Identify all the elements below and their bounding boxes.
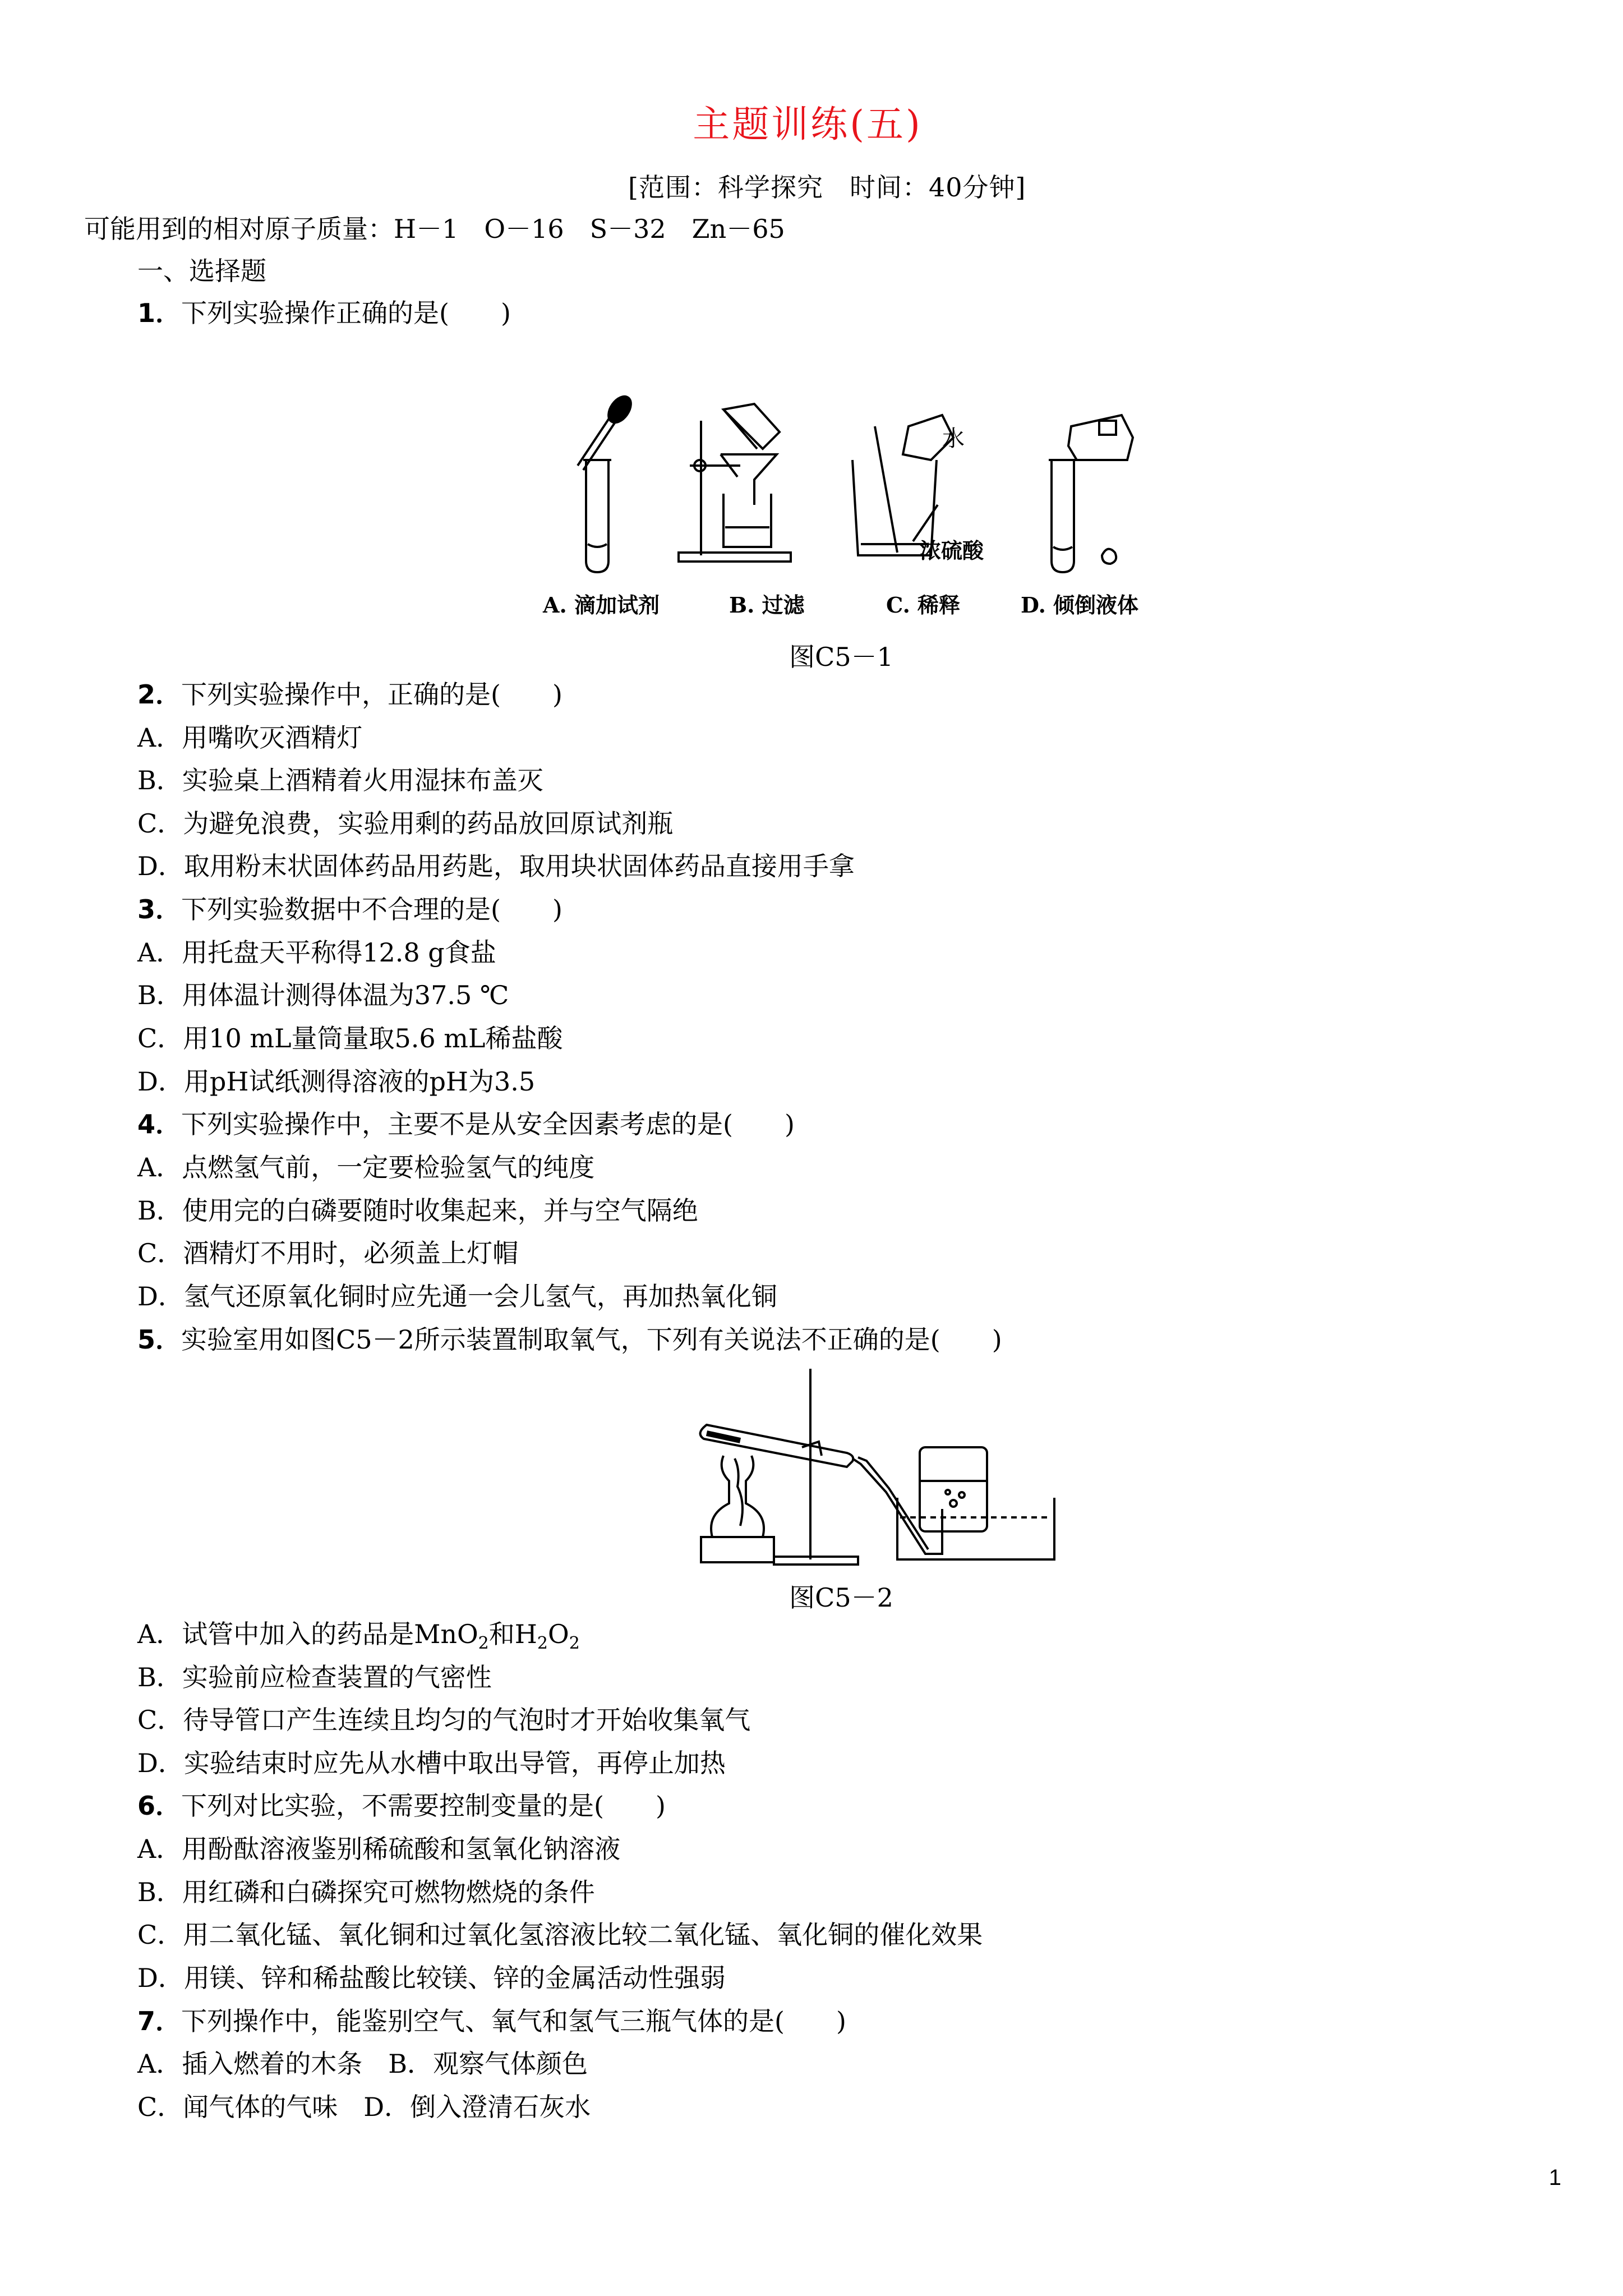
figure-label-c: C. 稀释 — [886, 592, 961, 618]
figure-c5-2 — [690, 1358, 1082, 1571]
option: C．酒精灯不用时，必须盖上灯帽 — [137, 1238, 519, 1268]
question-number: 2． — [137, 679, 182, 710]
figure-caption: 图C5－2 — [789, 1582, 893, 1613]
question-3 — [137, 896, 562, 922]
option: C．用10 mL量筒量取5.6 mL稀盐酸 — [137, 1023, 563, 1053]
question-number: 4． — [137, 1109, 182, 1139]
option: D．氢气还原氧化铜时应先通一会儿氢气，再加热氧化铜 — [137, 1281, 777, 1312]
option: A．用酚酞溶液鉴别稀硫酸和氢氧化钠溶液 — [137, 1834, 621, 1864]
question-number: 3． — [137, 894, 182, 924]
acid-label: 浓硫酸 — [920, 538, 984, 563]
option: B．使用完的白磷要随时收集起来，并与空气隔绝 — [137, 1195, 698, 1226]
option: C．待导管口产生连续且均匀的气泡时才开始收集氧气 — [137, 1705, 751, 1735]
question-5 — [137, 1324, 1002, 1355]
option: B．用红磷和白磷探究可燃物燃烧的条件 — [137, 1877, 595, 1907]
water-label: 水 — [942, 426, 965, 452]
option: B．用体温计测得体温为37.5 ℃ — [137, 980, 509, 1010]
question-6 — [137, 1793, 666, 1819]
option: C．用二氧化锰、氧化铜和过氧化氢溶液比较二氧化锰、氧化铜的催化效果 — [137, 1920, 983, 1950]
question-number: 1． — [137, 298, 182, 328]
option: A．插入燃着的木条 B．观察气体颜色 — [137, 2049, 588, 2079]
option: C．闻气体的气味 D．倒入澄清石灰水 — [137, 2092, 591, 2122]
question-stem: 下列实验操作中，主要不是从安全因素考虑的是( ) — [181, 1109, 795, 1139]
question-7 — [137, 2008, 846, 2034]
question-2 — [137, 679, 562, 710]
pouring-liquid-illustration — [1049, 415, 1133, 572]
option: B．实验桌上酒精着火用湿抹布盖灭 — [137, 765, 543, 795]
figure-label-a: A. 滴加试剂 — [543, 592, 660, 618]
question-stem: 下列实验数据中不合理的是( ) — [181, 894, 562, 924]
option: A．用托盘天平称得12.8 g食盐 — [137, 937, 496, 968]
page-number: 1 — [1548, 2165, 1561, 2190]
dilution-illustration — [852, 415, 953, 555]
option: C．为避免浪费，实验用剩的药品放回原试剂瓶 — [137, 808, 674, 839]
figure-label-d: D. 倾倒液体 — [1021, 592, 1139, 618]
question-4 — [137, 1111, 795, 1137]
question-stem: 下列实验操作正确的是( ) — [181, 298, 511, 328]
option: D．取用粉末状固体药品用药匙，取用块状固体药品直接用手拿 — [137, 851, 855, 881]
option: B．实验前应检查装置的气密性 — [137, 1662, 492, 1692]
question-stem: 实验室用如图C5－2所示装置制取氧气，下列有关说法不正确的是( ) — [181, 1324, 1002, 1355]
question-number: 6． — [137, 1791, 182, 1821]
question-number: 7． — [137, 2006, 182, 2036]
option: D．用镁、锌和稀盐酸比较镁、锌的金属活动性强弱 — [137, 1963, 726, 1993]
figure-caption: 图C5－1 — [789, 642, 893, 672]
figure-label-b: B. 过滤 — [729, 592, 805, 618]
option: D．实验结束时应先从水槽中取出导管，再停止加热 — [137, 1748, 726, 1778]
page-title: 主题训练(五) — [693, 103, 923, 146]
atomic-masses: 可能用到的相对原子质量：H－1 O－16 S－32 Zn－65 — [84, 214, 785, 244]
option: A．用嘴吹灭酒精灯 — [137, 723, 363, 753]
option: D．用pH试纸测得溶液的pH为3.5 — [137, 1066, 536, 1097]
question-1 — [137, 300, 511, 326]
question-stem: 下列对比实验，不需要控制变量的是( ) — [181, 1791, 666, 1821]
scope-time-note: [范围：科学探究 时间：40分钟] — [628, 172, 1026, 203]
option: A．试管中加入的药品是MnO$_2$和$H_2O_2$ — [137, 1619, 580, 1654]
question-stem: 下列实验操作中，正确的是( ) — [181, 679, 562, 710]
question-stem: 下列操作中，能鉴别空气、氧气和氢气三瓶气体的是( ) — [181, 2006, 846, 2036]
section-title: 一、选择题 — [137, 256, 266, 286]
option: A．点燃氢气前，一定要检验氢气的纯度 — [137, 1152, 595, 1182]
filtration-illustration — [679, 404, 791, 562]
question-number: 5． — [137, 1324, 182, 1355]
dropper-test-tube-illustration — [578, 393, 635, 572]
